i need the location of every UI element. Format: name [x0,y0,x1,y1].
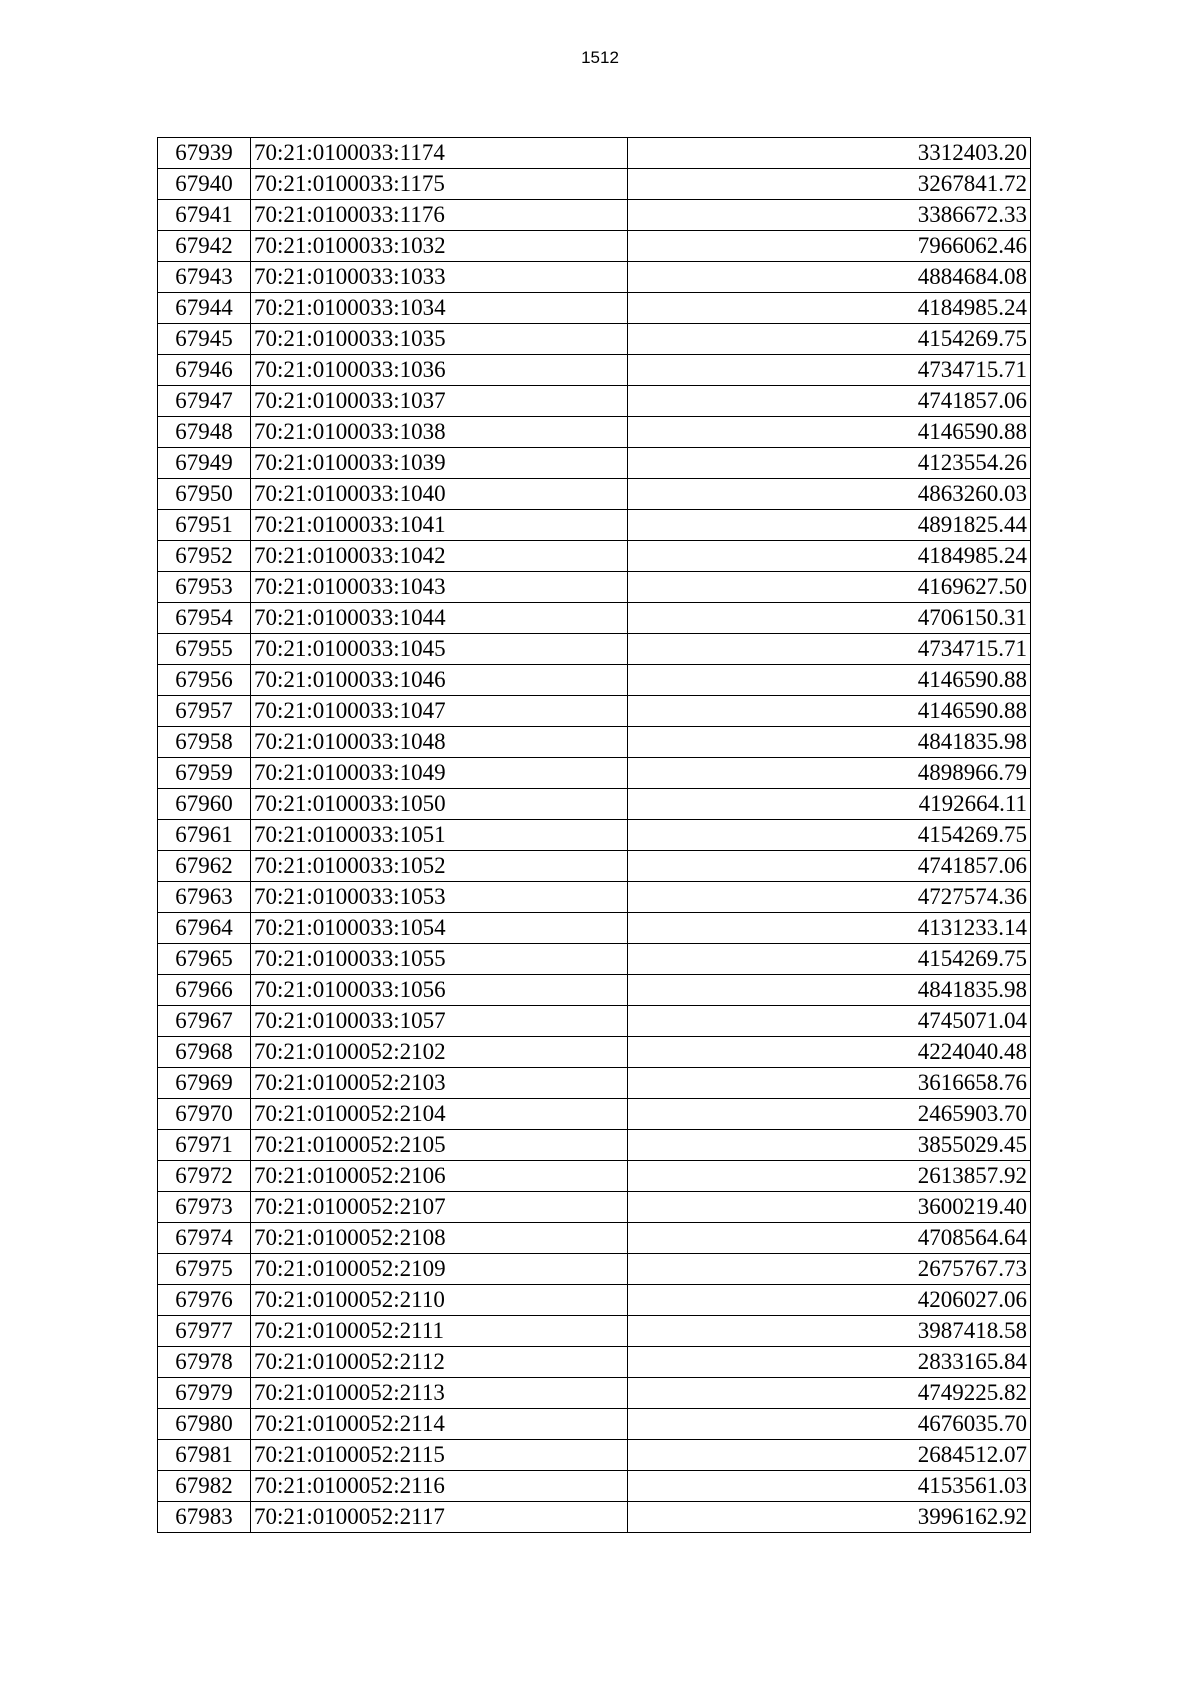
cadastral-value-table [157,137,1031,1533]
cadastral-value-cell: 4169627.50 [628,572,1031,603]
row-number-cell: 67975 [158,1254,251,1285]
row-number-cell: 67949 [158,448,251,479]
cadastral-value-cell: 4741857.06 [628,386,1031,417]
row-number-cell: 67979 [158,1378,251,1409]
table-row [158,634,1031,665]
row-number-cell: 67957 [158,696,251,727]
table-row [158,696,1031,727]
cadastral-number-cell: 70:21:0100033:1032 [251,231,628,262]
cadastral-value-cell: 3996162.92 [628,1502,1031,1533]
table-row [158,138,1031,169]
row-number-cell: 67968 [158,1037,251,1068]
cadastral-value-cell: 3855029.45 [628,1130,1031,1161]
row-number-cell: 67946 [158,355,251,386]
cadastral-value-cell: 4741857.06 [628,851,1031,882]
cadastral-number-cell: 70:21:0100052:2108 [251,1223,628,1254]
row-number-cell: 67960 [158,789,251,820]
row-number-cell: 67973 [158,1192,251,1223]
table-row [158,510,1031,541]
table-row [158,262,1031,293]
row-number-cell: 67941 [158,200,251,231]
cadastral-value-cell: 4706150.31 [628,603,1031,634]
cadastral-number-cell: 70:21:0100033:1052 [251,851,628,882]
cadastral-value-cell: 4898966.79 [628,758,1031,789]
table-row [158,1006,1031,1037]
cadastral-number-cell: 70:21:0100033:1047 [251,696,628,727]
table-row [158,727,1031,758]
cadastral-number-cell: 70:21:0100052:2116 [251,1471,628,1502]
cadastral-number-cell: 70:21:0100033:1056 [251,975,628,1006]
cadastral-value-cell: 4734715.71 [628,355,1031,386]
cadastral-number-cell: 70:21:0100052:2111 [251,1316,628,1347]
row-number-cell: 67953 [158,572,251,603]
row-number-cell: 67971 [158,1130,251,1161]
table-row [158,789,1031,820]
cadastral-value-cell: 2675767.73 [628,1254,1031,1285]
row-number-cell: 67940 [158,169,251,200]
row-number-cell: 67969 [158,1068,251,1099]
cadastral-number-cell: 70:21:0100033:1033 [251,262,628,293]
cadastral-value-cell: 4123554.26 [628,448,1031,479]
cadastral-number-cell: 70:21:0100033:1041 [251,510,628,541]
cadastral-value-cell: 4749225.82 [628,1378,1031,1409]
cadastral-number-cell: 70:21:0100033:1042 [251,541,628,572]
cadastral-value-cell: 4734715.71 [628,634,1031,665]
table-row [158,665,1031,696]
table-row [158,851,1031,882]
cadastral-value-cell: 2613857.92 [628,1161,1031,1192]
row-number-cell: 67942 [158,231,251,262]
row-number-cell: 67956 [158,665,251,696]
table-row [158,975,1031,1006]
cadastral-value-cell: 4891825.44 [628,510,1031,541]
cadastral-value-cell: 7966062.46 [628,231,1031,262]
row-number-cell: 67945 [158,324,251,355]
row-number-cell: 67962 [158,851,251,882]
table-row [158,479,1031,510]
row-number-cell: 67961 [158,820,251,851]
cadastral-number-cell: 70:21:0100033:1057 [251,1006,628,1037]
cadastral-value-cell: 4863260.03 [628,479,1031,510]
table-row [158,541,1031,572]
cadastral-value-cell: 4841835.98 [628,727,1031,758]
table-row [158,386,1031,417]
table-row [158,293,1031,324]
table-row [158,200,1031,231]
row-number-cell: 67974 [158,1223,251,1254]
cadastral-number-cell: 70:21:0100052:2107 [251,1192,628,1223]
cadastral-value-cell: 3600219.40 [628,1192,1031,1223]
cadastral-value-cell: 3987418.58 [628,1316,1031,1347]
row-number-cell: 67964 [158,913,251,944]
cadastral-number-cell: 70:21:0100033:1054 [251,913,628,944]
cadastral-value-cell: 4841835.98 [628,975,1031,1006]
row-number-cell: 67982 [158,1471,251,1502]
table-row [158,882,1031,913]
table-row [158,820,1031,851]
table-row [158,324,1031,355]
cadastral-number-cell: 70:21:0100052:2102 [251,1037,628,1068]
cadastral-value-cell: 3616658.76 [628,1068,1031,1099]
cadastral-number-cell: 70:21:0100033:1176 [251,200,628,231]
cadastral-value-cell: 4154269.75 [628,944,1031,975]
cadastral-value-cell: 2833165.84 [628,1347,1031,1378]
row-number-cell: 67948 [158,417,251,448]
table-row [158,1223,1031,1254]
row-number-cell: 67959 [158,758,251,789]
cadastral-number-cell: 70:21:0100033:1051 [251,820,628,851]
row-number-cell: 67951 [158,510,251,541]
cadastral-value-cell: 4727574.36 [628,882,1031,913]
table-row [158,572,1031,603]
cadastral-number-cell: 70:21:0100052:2112 [251,1347,628,1378]
table-row [158,1099,1031,1130]
table-row [158,1440,1031,1471]
row-number-cell: 67977 [158,1316,251,1347]
cadastral-number-cell: 70:21:0100033:1037 [251,386,628,417]
table-row [158,603,1031,634]
cadastral-value-cell: 4206027.06 [628,1285,1031,1316]
table-row [158,1409,1031,1440]
cadastral-value-cell: 4146590.88 [628,696,1031,727]
cadastral-number-cell: 70:21:0100033:1043 [251,572,628,603]
table-row [158,1161,1031,1192]
page-number: 1512 [581,48,619,67]
table-row [158,1502,1031,1533]
row-number-cell: 67970 [158,1099,251,1130]
cadastral-number-cell: 70:21:0100052:2110 [251,1285,628,1316]
cadastral-number-cell: 70:21:0100033:1046 [251,665,628,696]
cadastral-value-cell: 4192664.11 [628,789,1031,820]
cadastral-number-cell: 70:21:0100052:2104 [251,1099,628,1130]
row-number-cell: 67978 [158,1347,251,1378]
row-number-cell: 67943 [158,262,251,293]
row-number-cell: 67983 [158,1502,251,1533]
row-number-cell: 67976 [158,1285,251,1316]
table-row [158,758,1031,789]
row-number-cell: 67950 [158,479,251,510]
cadastral-value-cell: 3386672.33 [628,200,1031,231]
cadastral-number-cell: 70:21:0100033:1045 [251,634,628,665]
cadastral-value-cell: 2465903.70 [628,1099,1031,1130]
cadastral-number-cell: 70:21:0100033:1055 [251,944,628,975]
table-row [158,1347,1031,1378]
cadastral-number-cell: 70:21:0100033:1174 [251,138,628,169]
table-row [158,1068,1031,1099]
cadastral-value-cell: 4146590.88 [628,665,1031,696]
table-row [158,231,1031,262]
cadastral-value-cell: 4154269.75 [628,324,1031,355]
row-number-cell: 67947 [158,386,251,417]
cadastral-value-cell: 4745071.04 [628,1006,1031,1037]
cadastral-value-cell: 4224040.48 [628,1037,1031,1068]
table-row [158,944,1031,975]
row-number-cell: 67955 [158,634,251,665]
table-row [158,448,1031,479]
cadastral-number-cell: 70:21:0100033:1050 [251,789,628,820]
table-row [158,355,1031,386]
cadastral-number-cell: 70:21:0100052:2114 [251,1409,628,1440]
cadastral-value-cell: 2684512.07 [628,1440,1031,1471]
cadastral-value-cell: 4708564.64 [628,1223,1031,1254]
cadastral-number-cell: 70:21:0100033:1038 [251,417,628,448]
table-row [158,169,1031,200]
table-row [158,1037,1031,1068]
row-number-cell: 67958 [158,727,251,758]
cadastral-value-cell: 3267841.72 [628,169,1031,200]
cadastral-number-cell: 70:21:0100033:1044 [251,603,628,634]
cadastral-number-cell: 70:21:0100033:1053 [251,882,628,913]
row-number-cell: 67967 [158,1006,251,1037]
table-row [158,913,1031,944]
cadastral-number-cell: 70:21:0100033:1175 [251,169,628,200]
row-number-cell: 67952 [158,541,251,572]
cadastral-number-cell: 70:21:0100052:2103 [251,1068,628,1099]
table-row [158,1192,1031,1223]
row-number-cell: 67966 [158,975,251,1006]
cadastral-value-cell: 4146590.88 [628,417,1031,448]
cadastral-number-cell: 70:21:0100052:2115 [251,1440,628,1471]
cadastral-value-cell: 4184985.24 [628,541,1031,572]
cadastral-number-cell: 70:21:0100033:1048 [251,727,628,758]
row-number-cell: 67939 [158,138,251,169]
cadastral-number-cell: 70:21:0100052:2105 [251,1130,628,1161]
table-row [158,1471,1031,1502]
row-number-cell: 67963 [158,882,251,913]
cadastral-number-cell: 70:21:0100033:1049 [251,758,628,789]
cadastral-number-cell: 70:21:0100033:1034 [251,293,628,324]
cadastral-value-cell: 4884684.08 [628,262,1031,293]
row-number-cell: 67965 [158,944,251,975]
cadastral-value-cell: 4153561.03 [628,1471,1031,1502]
cadastral-value-cell: 3312403.20 [628,138,1031,169]
row-number-cell: 67954 [158,603,251,634]
table-row [158,417,1031,448]
row-number-cell: 67981 [158,1440,251,1471]
table-row [158,1316,1031,1347]
row-number-cell: 67972 [158,1161,251,1192]
cadastral-number-cell: 70:21:0100033:1035 [251,324,628,355]
table-row [158,1254,1031,1285]
cadastral-value-cell: 4154269.75 [628,820,1031,851]
cadastral-value-cell: 4184985.24 [628,293,1031,324]
cadastral-number-cell: 70:21:0100033:1040 [251,479,628,510]
cadastral-number-cell: 70:21:0100052:2109 [251,1254,628,1285]
table-row [158,1130,1031,1161]
cadastral-number-cell: 70:21:0100052:2117 [251,1502,628,1533]
row-number-cell: 67980 [158,1409,251,1440]
row-number-cell: 67944 [158,293,251,324]
cadastral-number-cell: 70:21:0100033:1036 [251,355,628,386]
cadastral-number-cell: 70:21:0100052:2113 [251,1378,628,1409]
cadastral-value-cell: 4131233.14 [628,913,1031,944]
cadastral-number-cell: 70:21:0100052:2106 [251,1161,628,1192]
cadastral-number-cell: 70:21:0100033:1039 [251,448,628,479]
table-row [158,1378,1031,1409]
table-body [158,138,1031,1533]
table-row [158,1285,1031,1316]
cadastral-value-cell: 4676035.70 [628,1409,1031,1440]
